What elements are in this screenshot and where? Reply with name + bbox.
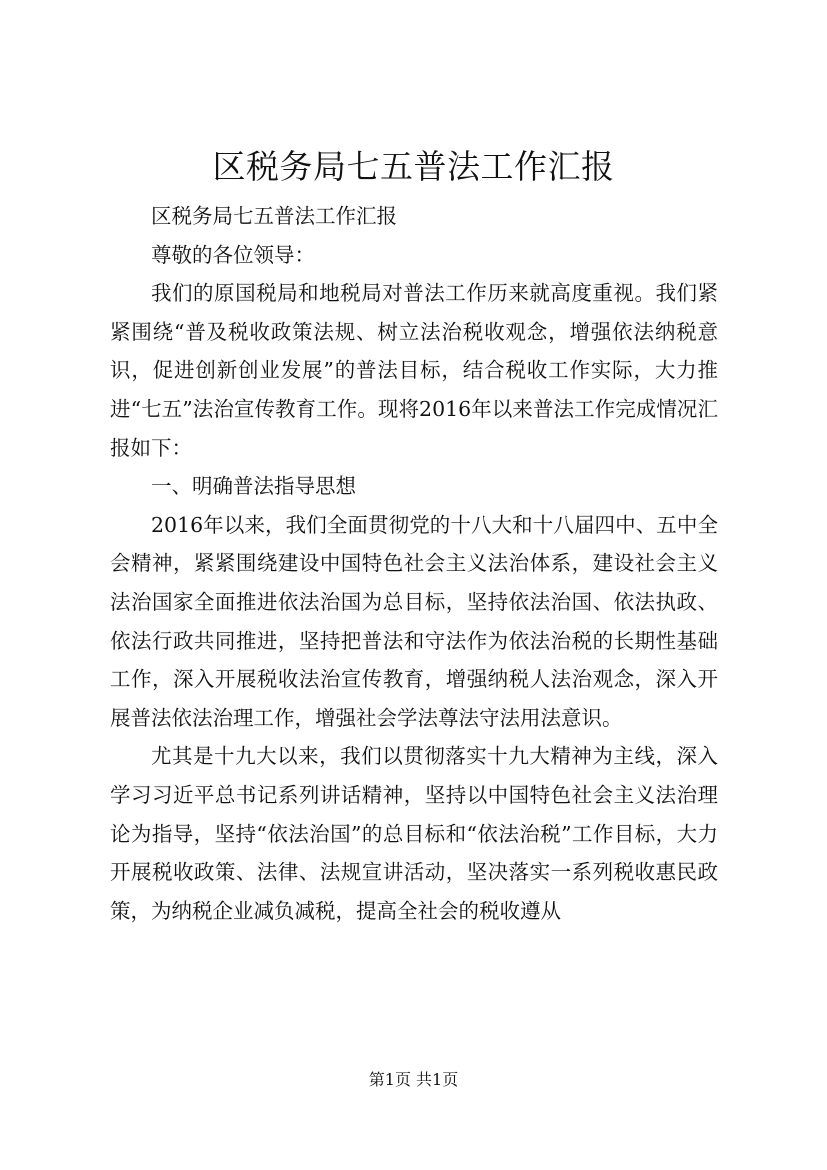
paragraph-intro: 我们的原国税局和地税局对普法工作历来就高度重视。我们紧紧围绕“普及税收政策法规、树立法治税收观念，增强依法纳税意识，促进创新创业发展”的普法目标，结合税收工作实际，大力推进“七五”法治宣传教育工作。现将2016年以来普法工作完成情况汇报如下： — [110, 281, 718, 460]
paragraph-body: 2016年以来，我们全面贯彻党的十八大和十八届四中、五中全会精神，紧紧围绕建设中国特色社会主义法治体系，建设社会主义法治国家全面推进依法治国为总目标，坚持依法治国、依法执政、依法行政共同推进，坚持把普法和守法作为依法治税的长期性基础工作，深入开展税收法治宣传教育，增强纳税人法治观念，深入开展普法依法治理工作，增强社会学法尊法守法用法意识。 — [110, 512, 718, 730]
paragraph-salutation: 尊敬的各位领导： — [151, 242, 315, 267]
document-body — [110, 197, 718, 930]
document-title: 区税务局七五普法工作汇报 — [212, 147, 615, 186]
paragraph-body: 尤其是十九大以来，我们以贯彻落实十九大精神为主线，深入学习习近平总书记系列讲话精神，坚持以中国特色社会主义法治理论为指导，坚持“依法治国”的总目标和“依法治税”工作目标，大力开展税收政策、法律、法规宣讲活动，坚决落实一系列税收惠民政策，为纳税企业减负减税，提高全社会的税收遵从 — [110, 744, 718, 923]
section-heading: 一、明确普法指导思想 — [151, 474, 356, 499]
page-footer: 第1页 共1页 — [368, 1070, 459, 1089]
paragraph-subtitle: 区税务局七五普法工作汇报 — [151, 204, 397, 228]
